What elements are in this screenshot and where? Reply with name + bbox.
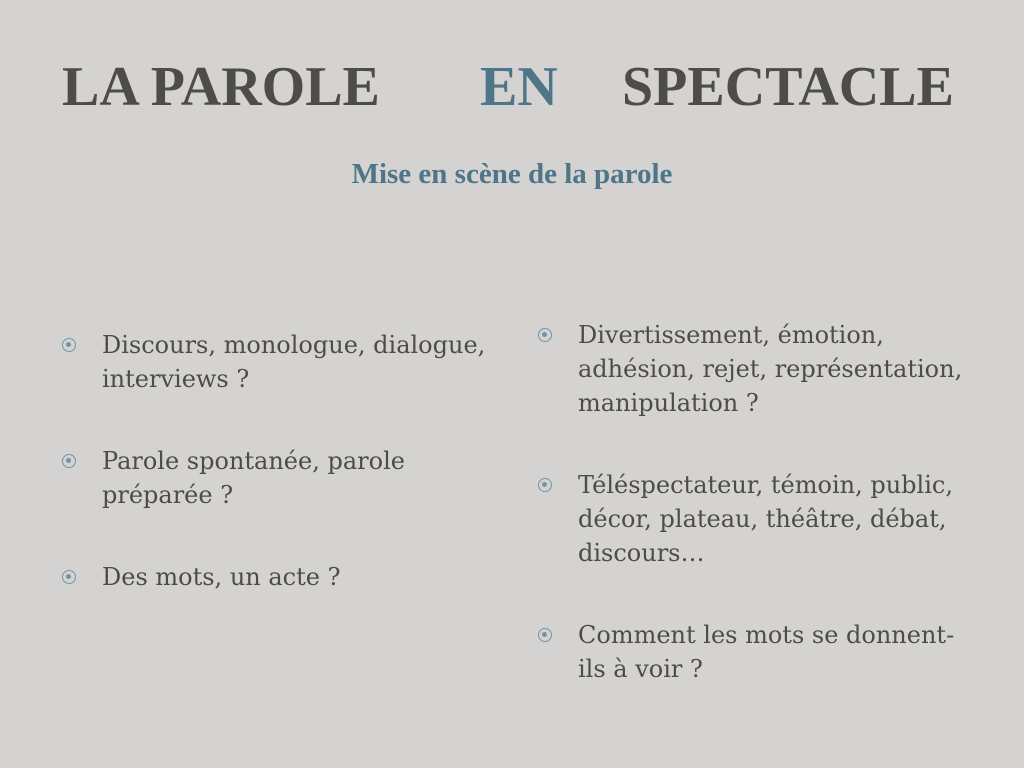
list-item <box>536 318 966 420</box>
list-item-text: Divertissement, émotion, adhésion, rejet, représentation, manipulation ? <box>578 321 963 417</box>
slide-subtitle: Mise en scène de la parole <box>351 158 673 190</box>
circle-dot-bullet-icon <box>62 338 76 352</box>
list-item <box>536 618 966 686</box>
list-item-text: Des mots, un acte ? <box>102 563 341 591</box>
circle-dot-bullet-icon <box>538 478 552 492</box>
list-item <box>60 560 500 594</box>
list-item-text: Parole spontanée, parole préparée ? <box>102 447 405 509</box>
title-part-spectacle: SPECTACLE <box>622 56 954 118</box>
list-item-text: Discours, monologue, dialogue, interviews ? <box>102 331 486 393</box>
list-item-text: Comment les mots se donnent-ils à voir ? <box>578 621 955 683</box>
list-item-text: Téléspectateur, témoin, public, décor, plateau, théâtre, débat, discours… <box>578 471 953 567</box>
right-bullet-list <box>536 318 966 734</box>
list-item <box>60 328 500 396</box>
circle-dot-bullet-icon <box>538 628 552 642</box>
list-item <box>536 468 966 570</box>
slide-title <box>0 52 1024 122</box>
left-bullet-list <box>60 328 500 642</box>
circle-dot-bullet-icon <box>538 328 552 342</box>
circle-dot-bullet-icon <box>62 570 76 584</box>
circle-dot-bullet-icon <box>62 454 76 468</box>
title-part-en: EN <box>480 56 558 118</box>
title-part-la-parole: LA PAROLE <box>62 56 380 118</box>
list-item <box>60 444 500 512</box>
